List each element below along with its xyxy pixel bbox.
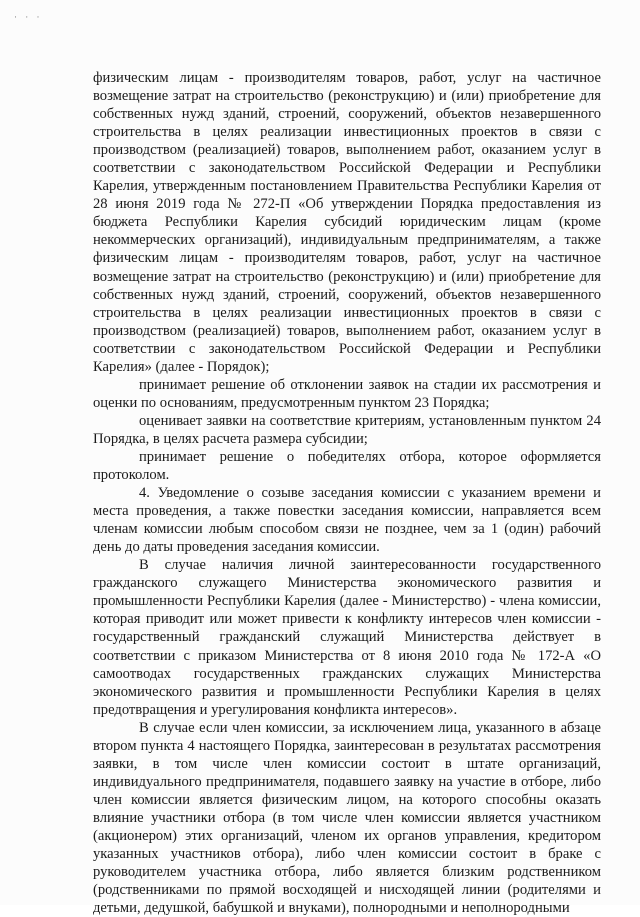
paragraph-evaluation: оценивает заявки на соответствие критериям, установленным пунктом 24 Порядка, в целях расчета размера субсидии; — [93, 412, 601, 447]
paragraph-conflict-interest: В случае наличия личной заинтересованности государственного гражданского служащего Министерства экономического развития и промышленности Республики Карелия (далее - Министерство) - члена комиссии, которая приводит или может привести к конфликту интересов член комиссии - государственный гражданский служащий Министерства действует в соответствии с приказом Министерства от 8 июня 2010 года № 172-А «О самоотводах государственных гражданских служащих Министерства экономического развития и промышленности Республики Карелия в целях предотвращения и урегулирования конфликта интересов». — [93, 557, 601, 718]
scan-artifact: · · · — [14, 12, 43, 22]
document-body — [93, 69, 601, 917]
paragraph-continuation: физическим лицам - производителям товаров, работ, услуг на частичное возмещение затрат на строительство (реконструкцию) и (или) приобретение для собственных нужд зданий, строений, сооружений, объектов незавершенного строительства в целях реализации инвестиционных проектов в связи с производством (реализацией) товаров, выполнением работ, оказанием услуг в соответствии с законодательством Российской Федерации и Республики Карелия, утвержденным постановлением Правительства Республики Карелия от 28 июня 2019 года № 272-П «Об утверждении Порядка предоставления из бюджета Республики Карелия субсидий юридическим лицам (кроме некоммерческих организаций), индивидуальным предпринимателям, а также физическим лицам - производителям товаров, работ, услуг на частичное возмещение затрат на строительство (реконструкцию) и (или) приобретение для собственных нужд зданий, строений, сооружений, объектов незавершенного строительства в целях реализации инвестиционных проектов в связи с производством (реализацией) товаров, выполнением работ, оказанием услуг в соответствии с законодательством Российской Федерации и Республики Карелия» (далее - Порядок); — [93, 70, 601, 375]
paragraph-item-4: 4. Уведомление о созыве заседания комиссии с указанием времени и места проведения, а также повестки заседания комиссии, направляется всем членам комиссии любым способом связи не позднее, чем за 1 (один) рабочий день до даты проведения заседания комиссии. — [93, 485, 601, 556]
paragraph-winners: принимает решение о победителях отбора, которое оформляется протоколом. — [93, 448, 601, 484]
paragraph-member-interest: В случае если член комиссии, за исключением лица, указанного в абзаце втором пункта 4 настоящего Порядка, заинтересован в результатах рассмотрения заявки, в том числе член комиссии состоит в штате организаций, индивидуального предпринимателя, подавшего заявку на участие в отборе, либо член комиссии является физическим лицом, на которого способны оказать влияние участники отбора (в том числе член комиссии является участником (акционером) этих организаций, членом их органов управления, кредитором указанных участников отбора), либо член комиссии состоит в браке с руководителем участника отбора, либо является близким родственником (родственниками по прямой восходящей и нисходящей линии (родителями и детьми, дедушкой, бабушкой и внуками), полнородными и неполнородными — [93, 719, 601, 917]
paragraph-rejection: принимает решение об отклонении заявок на стадии их рассмотрения и оценки по основаниям, предусмотренным пунктом 23 Порядка; — [93, 376, 601, 411]
